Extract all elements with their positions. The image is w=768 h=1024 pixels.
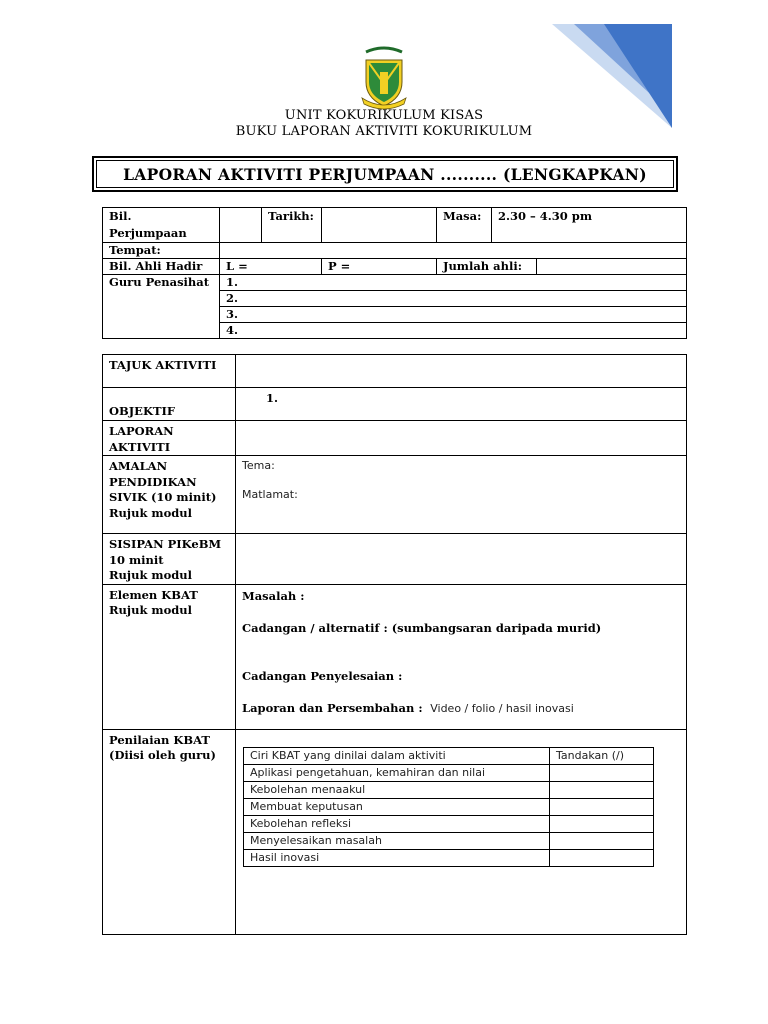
kbat-assessment-table (243, 747, 654, 867)
aktiviti-line: AKTIVITI (109, 439, 171, 454)
tarikh-label: Tarikh: (262, 208, 322, 243)
activity-report-table (102, 354, 687, 935)
tandakan-cell[interactable] (550, 815, 654, 832)
laporan-persembahan-value: Video / folio / hasil inovasi (430, 701, 574, 715)
perempuan-field[interactable]: P = (322, 259, 437, 275)
pendidikan-line: PENDIDIKAN (109, 474, 197, 489)
cadangan-alternatif-label: Cadangan / alternatif : (sumbangsaran daripada murid) (242, 620, 602, 635)
book-heading: BUKU LAPORAN AKTIVITI KOKURIKULUM (235, 124, 533, 139)
rujuk-modul-line: Rujuk modul (109, 505, 193, 520)
kbat-criterion: Aplikasi pengetahuan, kemahiran dan nilai (244, 764, 550, 781)
unit-heading: UNIT KOKURIKULUM KISAS (284, 108, 484, 123)
guru-item[interactable]: 4. (220, 323, 687, 339)
tandakan-cell[interactable] (550, 798, 654, 815)
tandakan-header: Tandakan (/) (550, 747, 654, 764)
sivik-line: SIVIK (10 minit) (109, 490, 217, 504)
matlamat-label: Matlamat: (242, 488, 298, 501)
rujuk-modul-line: Rujuk modul (109, 603, 193, 617)
sisipan-pikebm-label (103, 534, 236, 585)
cadangan-penyelesaian-label: Cadangan Penyelesaian : (242, 668, 403, 683)
elemen-kbat-label (103, 584, 236, 729)
tarikh-field[interactable] (322, 208, 437, 243)
kbat-criterion: Hasil inovasi (244, 849, 550, 866)
minit-line: 10 minit (109, 552, 164, 567)
laporan-line: LAPORAN (109, 424, 174, 438)
bil-ahli-hadir-label: Bil. Ahli Hadir (103, 259, 220, 275)
tandakan-cell[interactable] (550, 849, 654, 866)
elemen-line: Elemen KBAT (109, 587, 198, 602)
penilaian-kbat-field (236, 729, 687, 934)
guru-penasihat-label: Guru Penasihat (103, 275, 220, 339)
jumlah-ahli-label: Jumlah ahli: (437, 259, 537, 275)
tandakan-cell[interactable] (550, 781, 654, 798)
masa-label: Masa: (437, 208, 492, 243)
objektif-label: OBJEKTIF (103, 388, 236, 421)
tajuk-aktiviti-label: TAJUK AKTIVITI (103, 355, 236, 388)
report-title: LAPORAN AKTIVITI PERJUMPAAN .......... (LENGKAPKAN) (96, 160, 674, 188)
kbat-criterion: Kebolehan menaakul (244, 781, 550, 798)
diisi-guru-line: (Diisi oleh guru) (109, 748, 216, 762)
jumlah-ahli-field[interactable] (537, 259, 687, 275)
guru-item[interactable]: 1. (220, 275, 687, 291)
rujuk-modul-line: Rujuk modul (109, 568, 193, 582)
amalan-sivik-field[interactable] (236, 456, 687, 534)
objektif-item[interactable]: 1. (236, 388, 687, 421)
kbat-criterion: Kebolehan refleksi (244, 815, 550, 832)
lelaki-field[interactable]: L = (220, 259, 322, 275)
masa-value[interactable]: 2.30 – 4.30 pm (492, 208, 687, 243)
masalah-label: Masalah : (242, 588, 305, 603)
sisipan-pikebm-field[interactable] (236, 534, 687, 585)
bil-perjumpaan-field[interactable] (220, 208, 262, 243)
guru-item[interactable]: 2. (220, 291, 687, 307)
report-title-box (92, 156, 678, 192)
tempat-label: Tempat: (103, 243, 220, 259)
elemen-kbat-field[interactable] (236, 584, 687, 729)
tandakan-cell[interactable] (550, 764, 654, 781)
tema-label: Tema: (242, 459, 275, 472)
laporan-persembahan-row (242, 700, 680, 717)
tandakan-cell[interactable] (550, 832, 654, 849)
amalan-line: AMALAN (109, 459, 168, 473)
school-crest-icon (358, 44, 410, 110)
penilaian-kbat-label (103, 729, 236, 934)
kbat-criterion: Membuat keputusan (244, 798, 550, 815)
tempat-field[interactable] (220, 243, 687, 259)
amalan-pendidikan-sivik-label (103, 456, 236, 534)
bil-perjumpaan-label: Bil. Perjumpaan (103, 208, 220, 243)
kbat-criterion: Menyelesaikan masalah (244, 832, 550, 849)
penilaian-line: Penilaian KBAT (109, 732, 210, 747)
kbat-header: Ciri KBAT yang dinilai dalam aktiviti (244, 747, 550, 764)
tajuk-aktiviti-field[interactable] (236, 355, 687, 388)
sisipan-line: SISIPAN PIKeBM (109, 537, 222, 551)
laporan-persembahan-label: Laporan dan Persembahan : (242, 700, 423, 715)
meeting-info-table (102, 207, 687, 339)
laporan-aktiviti-field[interactable] (236, 421, 687, 456)
laporan-aktiviti-label (103, 421, 236, 456)
guru-item[interactable]: 3. (220, 307, 687, 323)
